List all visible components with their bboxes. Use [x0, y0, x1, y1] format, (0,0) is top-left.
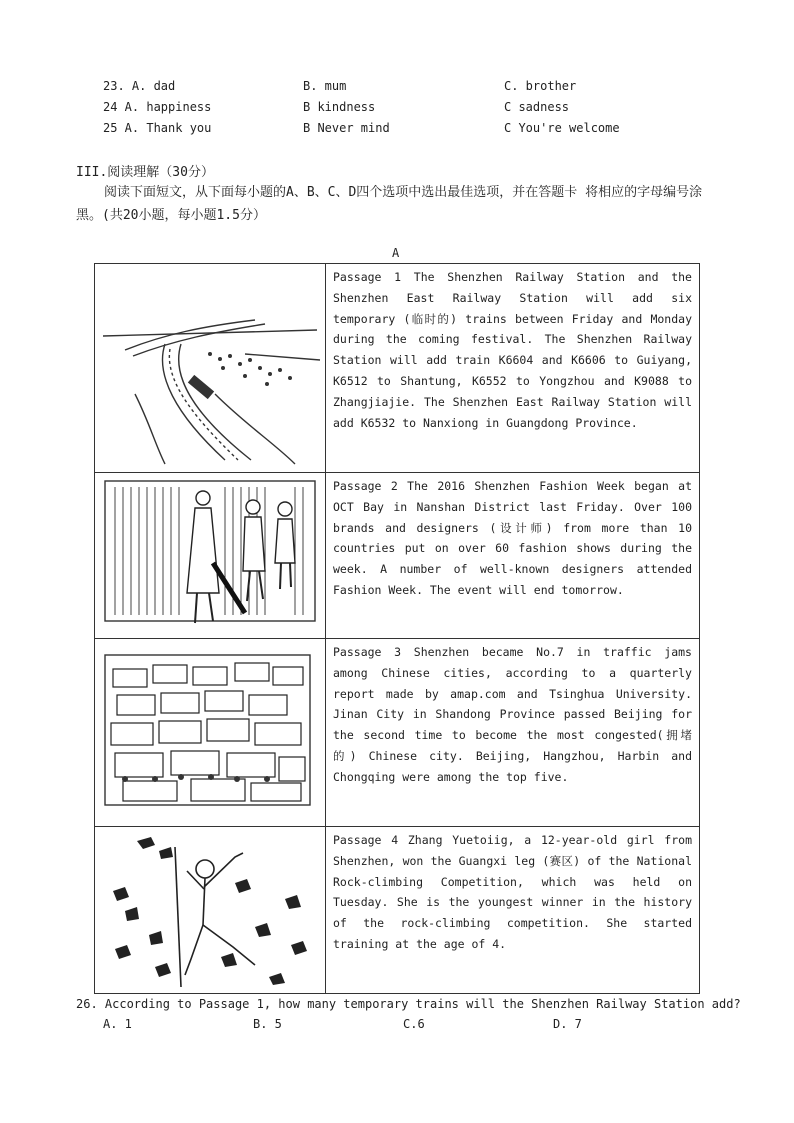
- answer-option-d: D. 7: [553, 1017, 582, 1031]
- passage-1-picture-cell: [95, 264, 326, 473]
- option-row-23: [0, 79, 794, 99]
- question-26: 26. According to Passage 1, how many temporary trains will the Shenzhen Railway Station add?: [76, 997, 741, 1011]
- option-row-25: [0, 121, 794, 141]
- option-b: B. mum: [303, 79, 347, 93]
- traffic-jam-illustration: [95, 639, 325, 826]
- passage-group-label: A: [392, 246, 400, 260]
- rock-climbing-illustration: [95, 827, 325, 993]
- option-c: C You're welcome: [504, 121, 620, 135]
- passage-4-text: Passage 4 Zhang Yuetoiig, a 12-year-old girl from Shenzhen, won the Guangxi leg (赛区) of the National Rock-climbing Competition, which was held on Tuesday. She is the youngest winner in the history of the rock-climbing competition. She started training at the age of 4.: [326, 827, 700, 994]
- answer-option-b: B. 5: [253, 1017, 282, 1031]
- passage-2-picture-cell: [95, 473, 326, 639]
- passage-4-picture-cell: [95, 827, 326, 994]
- option-b: B Never mind: [303, 121, 390, 135]
- passage-3-picture-cell: [95, 639, 326, 827]
- passage-row-1: [95, 264, 700, 473]
- passage-row-4: [95, 827, 700, 994]
- passages-table: [94, 263, 700, 994]
- option-b: B kindness: [303, 100, 376, 114]
- answer-option-c: C.6: [403, 1017, 425, 1031]
- section-instructions: 阅读下面短文，从下面每小题的A、B、C、D四个选项中选出最佳选项，并在答题卡 将相应的字母编号涂黑。(共20小题，每小题1.5分）: [76, 185, 703, 223]
- passage-3-text: Passage 3 Shenzhen became No.7 in traffic jams among Chinese cities, according to a quarterly report made by amap.com and Tsinghua University. Jinan City in Shandong Province passed Beijing for the second time to become the most congested(拥堵 的) Chinese city. Beijing, Hangzhou, Harbin and Chongqing were among the top five.: [326, 639, 700, 827]
- passage-2-text: Passage 2 The 2016 Shenzhen Fashion Week began at OCT Bay in Nanshan District last Friday. Over 100 brands and designers (设计师) from more than 10 countries put on over 60 fashion shows during the week. A number of well-known designers attended Fashion Week. The event will end tomorrow.: [326, 473, 700, 639]
- passage-1-text: Passage 1 The Shenzhen Railway Station and the Shenzhen East Railway Station will add six temporary (临时的) trains between Friday and Monday during the coming festival. The Shenzhen Railway Station will add train K6604 and K6606 to Guiyang, K6512 to Shantung, K6552 to Yongzhou and K9088 to Zhangjiajie. The Shenzhen East Railway Station will add K6532 to Nanxiong in Guangdong Province.: [326, 264, 700, 473]
- option-a: 23. A. dad: [103, 79, 176, 93]
- option-c: C. brother: [504, 79, 577, 93]
- option-a: 24 A. happiness: [103, 100, 212, 114]
- option-c: C sadness: [504, 100, 570, 114]
- option-row-24: [0, 100, 794, 120]
- section-title: III.阅读理解（30分）: [76, 165, 214, 180]
- railway-illustration: [95, 264, 325, 472]
- fashion-show-illustration: [95, 473, 325, 638]
- answer-option-a: A. 1: [103, 1017, 132, 1031]
- question-26-options: [0, 1017, 794, 1037]
- option-a: 25 A. Thank you: [103, 121, 212, 135]
- passage-row-2: [95, 473, 700, 639]
- passage-row-3: [95, 639, 700, 827]
